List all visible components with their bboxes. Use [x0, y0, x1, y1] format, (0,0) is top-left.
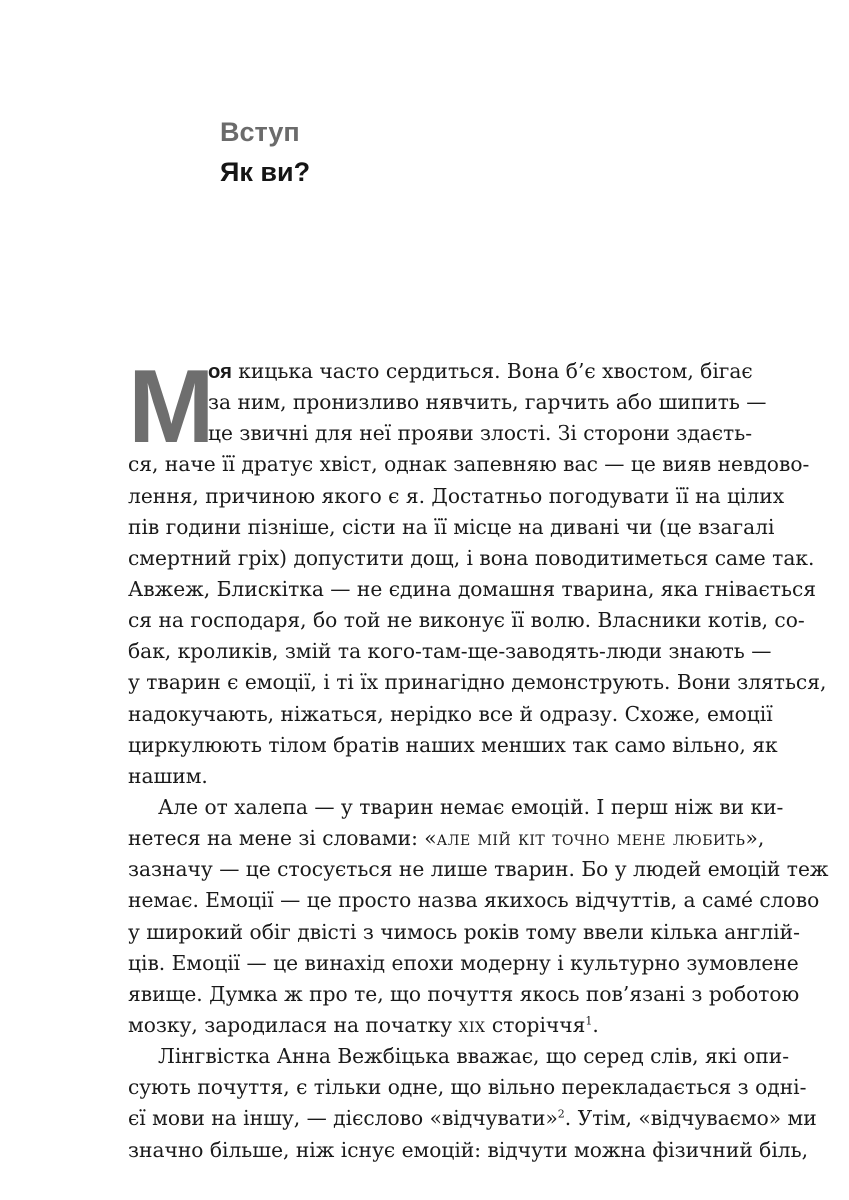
lead-in-bold: оя: [208, 361, 232, 383]
text-line: Але от халепа — у тварин немає емоцій. І перш ніж ви ки-: [158, 794, 784, 819]
text-line: єї мови на іншу, — дієслово «відчувати»$^2$. Утім, «відчуваємо» ми: [128, 1106, 817, 1131]
text-line: надокучають, ніжаться, нерідко все й одразу. Схоже, емоції: [128, 701, 773, 726]
century-smallcaps: xix: [458, 1012, 486, 1037]
text-line: ців. Емоції — це винахід епохи модерну і культурно зумовлене: [128, 950, 799, 975]
text-line: ся, наче її дратує хвіст, однак запевняю вас — це вияв невдово-: [128, 452, 810, 477]
quote-smallcaps: але мій кіт точно мене любить: [436, 826, 746, 851]
footnote-ref-1[interactable]: 1: [585, 1014, 593, 1028]
text-line: сують почуття, є тільки одне, що вільно перекладається з одні-: [128, 1075, 807, 1100]
text-line: мозку, зародилася на початку xix сторіччя$^1$.: [128, 1012, 599, 1037]
chapter-heading: [220, 112, 310, 192]
text-line: Лінгвістка Анна Вежбіцька вважає, що серед слів, які опи-: [158, 1044, 790, 1069]
text-line: у тварин є емоції, і ті їх принагідно демонструють. Вони зляться,: [128, 670, 827, 695]
text-line: значно більше, ніж існує емоцій: відчути можна фізичний біль,: [128, 1137, 809, 1162]
text-line: ся на господаря, бо той не виконує її волю. Власники котів, со-: [128, 608, 805, 633]
text-line: смертний гріх) допустити дощ, і вона поводитиметься саме так.: [128, 545, 815, 570]
text-line: пів години пізніше, сісти на її місце на дивані чи (це взагалі: [128, 514, 775, 539]
chapter-kicker: Вступ: [220, 117, 300, 147]
text-line: нетеся на мене зі словами: «але мій кіт точно мене любить»,: [128, 826, 765, 851]
text-line: явище. Думка ж про те, що почуття якось пов’язані з роботою: [128, 981, 800, 1006]
text-line: зазначу — це стосується не лише тварин. Бо у людей емоцій теж: [128, 857, 829, 882]
text-line: це звичні для неї прояви злості. Зі сторони здаєть-: [208, 421, 753, 446]
chapter-title: Як ви?: [220, 157, 311, 187]
text-line: немає. Емоції — це просто назва якихось відчуттів, а саме́ слово: [128, 888, 820, 913]
text-line: оя кицька часто сердиться. Вона б’є хвостом, бігає: [208, 359, 753, 383]
text-line: нашим.: [128, 763, 208, 788]
text-line: Авжеж, Блискітка — не єдина домашня тварина, яка гнівається: [128, 576, 817, 601]
text-line: за ним, пронизливо нявчить, гарчить або шипить —: [208, 390, 767, 415]
footnote-ref-2[interactable]: 2: [557, 1107, 565, 1121]
drop-cap: М: [128, 349, 213, 465]
text-line: лення, причиною якого є я. Достатньо погодувати її на цілих: [128, 483, 785, 508]
body-text: [128, 349, 829, 1166]
text-line: у широкий обіг двісті з чимось років тому ввели кілька англій-: [128, 919, 800, 944]
text-line: циркулюють тілом братів наших менших так само вільно, як: [128, 732, 778, 757]
text-line: бак, кроликів, змій та кого-там-ще-заводять-люди знають —: [128, 639, 772, 664]
